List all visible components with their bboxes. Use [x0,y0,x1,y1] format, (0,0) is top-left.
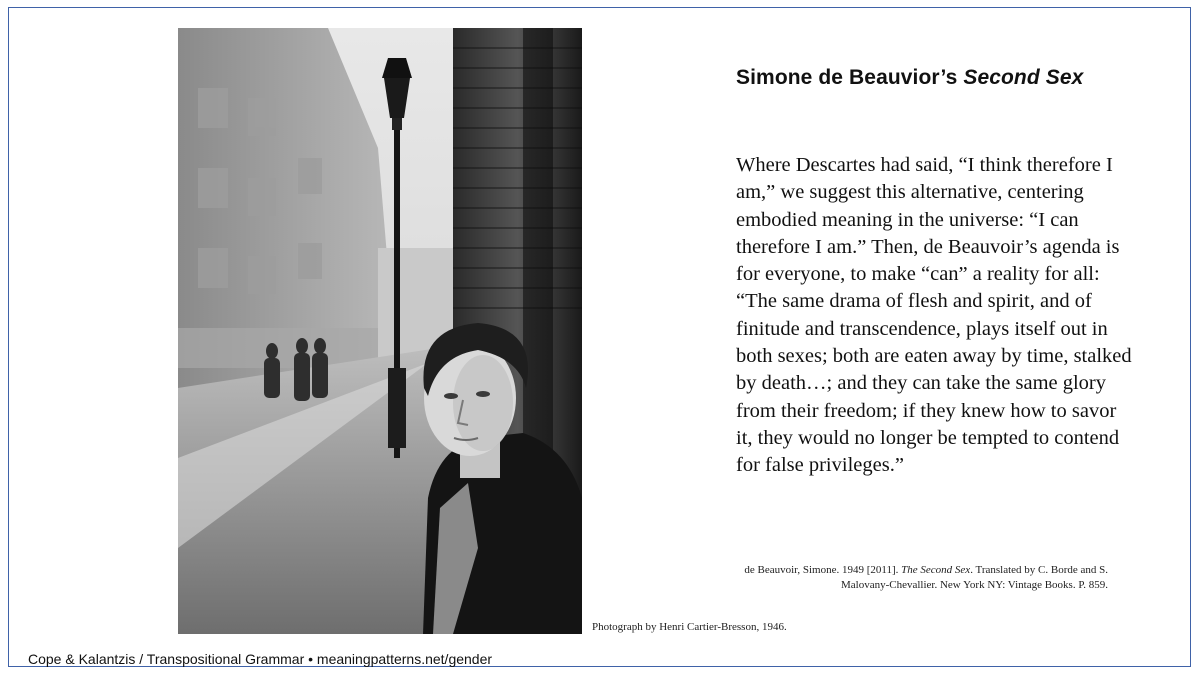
street-scene-image [178,28,582,634]
footer-credit: Cope & Kalantzis / Transpositional Grammar • meaningpatterns.net/gender [28,651,493,667]
slide-title-text: Simone de Beauvior’s [736,66,964,89]
slide-frame [8,7,1191,667]
citation-book-title: The Second Sex [901,564,971,576]
photo-credit: Photograph by Henri Cartier-Bresson, 1946. [592,621,787,633]
slide-title-italic: Second Sex [963,66,1084,89]
body-quote: Where Descartes had said, “I think therefore I am,” we suggest this alternative, centering embodied meaning in the universe: “I can therefore I am.” Then, de Beauvoir’s agenda is for everyone, to make “can” a reality for all: “The same drama of flesh and spirit, and of finitude and transcendence, plays itself out in both sexes; both are eaten away by time, stalked by death…; and they can take the same glory from their freedom; if they knew how to savor it, they would no longer be tempted to contend for false privileges.” [736,154,1132,477]
citation [709,563,1108,593]
citation-details: . Translated by C. Borde and S. Malovany-Chevallier. New York NY: Vintage Books. P. 859. [840,564,1108,591]
slide-title [736,66,1083,90]
citation-author: de Beauvoir, Simone. 1949 [2011]. [744,564,902,576]
portrait-photograph [178,28,582,634]
